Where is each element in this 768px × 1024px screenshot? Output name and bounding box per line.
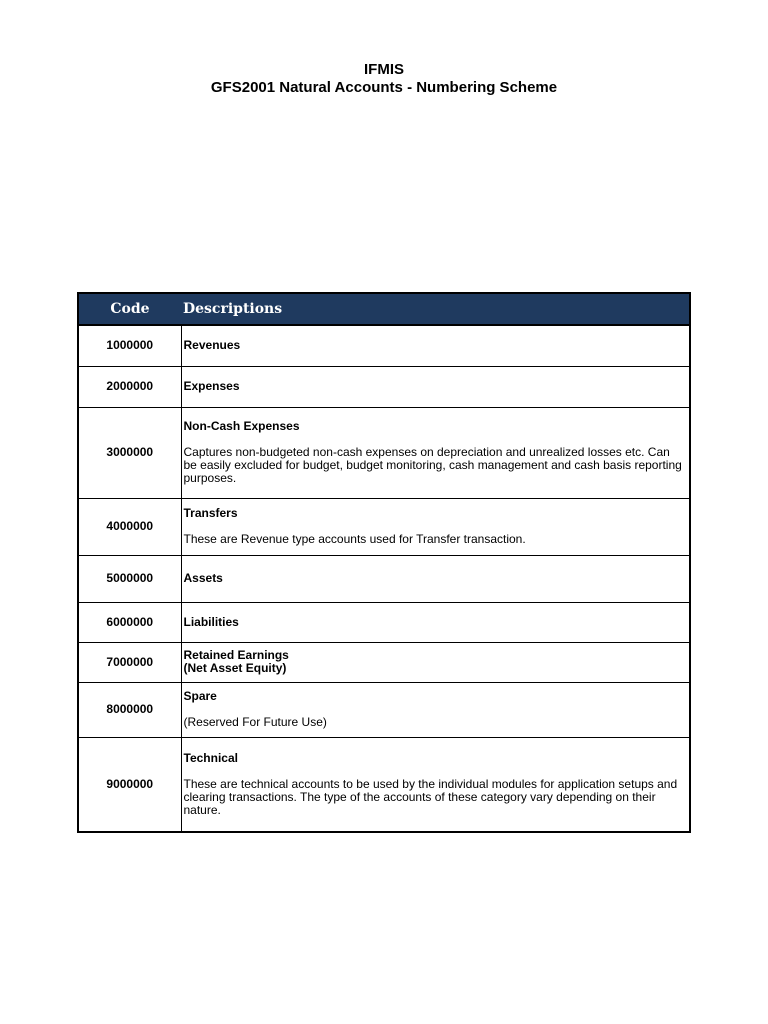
account-description — [181, 555, 690, 602]
account-heading: Liabilities — [183, 614, 239, 629]
account-heading-secondary: (Net Asset Equity) — [183, 661, 287, 675]
account-heading: Non-Cash Expenses — [183, 419, 300, 433]
account-code: 5000000 — [78, 555, 181, 602]
account-heading: Revenues — [183, 338, 241, 353]
account-code: 7000000 — [78, 642, 181, 682]
account-description — [181, 498, 690, 555]
accounts-table — [77, 292, 691, 833]
account-code: 4000000 — [78, 498, 181, 555]
account-heading: Assets — [183, 571, 223, 585]
table-row — [78, 325, 690, 366]
account-description — [181, 642, 690, 682]
account-heading: Technical — [183, 750, 238, 765]
account-heading: Spare — [183, 689, 217, 703]
account-code: 8000000 — [78, 682, 181, 737]
account-heading: Expenses — [183, 379, 240, 393]
account-code: 6000000 — [78, 602, 181, 642]
table-row — [78, 682, 690, 737]
account-description — [181, 682, 690, 737]
account-code: 3000000 — [78, 407, 181, 498]
account-description — [181, 602, 690, 642]
table-row — [78, 642, 690, 682]
table-row — [78, 737, 690, 832]
account-heading: Transfers — [183, 506, 238, 520]
account-code: 9000000 — [78, 737, 181, 832]
account-code: 2000000 — [78, 366, 181, 407]
table-row — [78, 555, 690, 602]
document-title: IFMIS — [364, 61, 404, 78]
table-row — [78, 366, 690, 407]
account-note: Captures non-budgeted non-cash expenses on depreciation and unrealized losses etc. Can be easily excluded for budget, budget monitoring, cash management and cash basis reporting purposes. — [183, 445, 682, 485]
column-header-descriptions: Descriptions — [181, 293, 690, 325]
document-subtitle: GFS2001 Natural Accounts - Numbering Scheme — [210, 79, 558, 96]
account-description — [181, 407, 690, 498]
table-row — [78, 602, 690, 642]
account-description — [181, 325, 690, 366]
account-code: 1000000 — [78, 325, 181, 366]
account-note: These are technical accounts to be used by the individual modules for application setups and clearing transactions. The type of the accounts of these category vary depending on their nature. — [183, 776, 678, 817]
account-note: These are Revenue type accounts used for Transfer transaction. — [183, 532, 526, 546]
account-note: (Reserved For Future Use) — [183, 715, 327, 729]
account-heading: Retained Earnings — [183, 648, 289, 662]
table-header-row — [78, 293, 690, 325]
table-row — [78, 498, 690, 555]
account-description — [181, 366, 690, 407]
table-row — [78, 407, 690, 498]
document-header — [0, 61, 768, 97]
account-description — [181, 737, 690, 832]
column-header-code: Code — [78, 293, 181, 325]
